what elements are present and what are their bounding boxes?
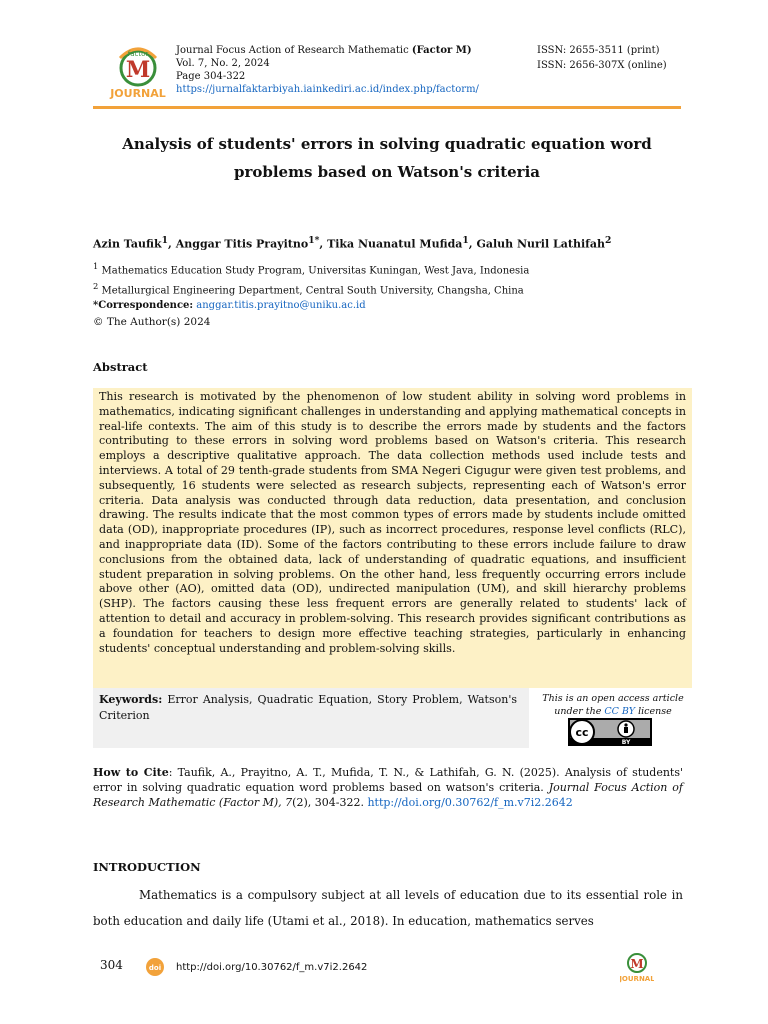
affiliations: [93, 259, 529, 313]
footer-journal-logo: [620, 950, 654, 984]
journal-logo: [106, 44, 170, 100]
svg-text:factor: factor: [127, 50, 149, 58]
correspondence-label: *Correspondence:: [93, 299, 194, 311]
journal-name: Journal Focus Action of Research Mathematic: [176, 45, 409, 56]
author-3-sup: 1: [462, 235, 469, 246]
keywords-list: Error Analysis, Quadratic Equation, Story Problem, Watson's Criterion: [99, 693, 517, 722]
author-3: Tika Nuanatul Mufida: [327, 237, 463, 251]
abstract-text: This research is motivated by the phenomenon of low student ability in solving word problems in mathematics, indicating significant challenges in understanding and applying mathematical concepts in real-life contexts. The aim of this study is to describe the errors made by students and the factors contributing to these errors in solving word problems based on Watson's criteria. This research employs a descriptive qualitative approach. The data collection methods used include tests and interviews. A total of 29 tenth-grade students from SMA Negeri Cigugur were given test problems, and subsequently, 16 students were selected as research subjects, representing each of Watson's error criteria. Data analysis was conducted through data reduction, data presentation, and conclusion drawing. The results indicate that the most common types of errors made by students include omitted data (OD), inappropriate procedures (IP), such as incorrect procedures, response level conflicts (RLC), and inappropriate data (ID). Some of the factors contributing to these errors include failure to draw conclusions from the obtained data, lack of understanding of quadratic equations, and insufficient student preparation in solving problems. On the other hand, less frequently occurring errors include above other (AO), omitted data (OD), undirected manipulation (UM), and skill hierarchy problems (SHP). The factors causing these less frequent errors are generally related to students' lack of attention to detail and accuracy in problem-solving. This research provides significant contributions as a foundation for teachers to design more effective teaching strategies, particularly in enhancing students' conceptual understanding and problem-solving skills.: [99, 390, 686, 655]
article-title: [93, 130, 681, 186]
cc-by-link[interactable]: CC BY: [604, 706, 636, 717]
issn-print: ISSN: 2655-3511 (print): [537, 45, 660, 56]
footer-doi-link[interactable]: http://doi.org/10.30762/f_m.v7i2.2642: [176, 962, 368, 973]
copyright-notice: © The Author(s) 2024: [93, 316, 211, 328]
author-2-sup: 1*: [308, 235, 320, 246]
journal-abbrev: (Factor M): [411, 45, 472, 56]
open-access-line-1: This is an open access article: [542, 693, 684, 704]
author-1: Azin Taufik: [93, 237, 162, 251]
svg-text:M: M: [125, 57, 151, 83]
cite-doi-link[interactable]: http://doi.org/0.30762/f_m.v7i2.2642: [367, 796, 573, 809]
issn-info: [537, 44, 667, 73]
svg-text:JOURNAL: JOURNAL: [620, 975, 654, 983]
svg-text:BY: BY: [621, 739, 631, 746]
volume-info: Vol. 7, No. 2, 2024: [176, 58, 270, 69]
author-4-sup: 2: [604, 235, 612, 246]
open-access-notice: [535, 692, 691, 718]
svg-text:cc: cc: [575, 726, 589, 739]
author-1-sup: 1: [161, 235, 169, 246]
affiliation-1: Mathematics Education Study Program, Universitas Kuningan, West Java, Indonesia: [101, 265, 530, 277]
keywords: [99, 692, 517, 724]
page-range: Page 304-322: [176, 71, 246, 82]
open-access-pre: under the: [554, 706, 602, 717]
cite-text: : Taufik, A., Prayitno, A. T., Mufida, T. N., & Lathifah, G. N. (2025). Analysis of students' error in solving quadratic equation word problems based on watson's criteria.: [93, 766, 683, 794]
aff-1-sup: 1: [93, 261, 99, 271]
author-4: Galuh Nuril Lathifah: [476, 237, 605, 251]
keywords-label: Keywords:: [99, 693, 163, 706]
journal-header-info: [176, 44, 479, 96]
header-divider: [93, 106, 681, 109]
affiliation-2: Metallurgical Engineering Department, Central South University, Changsha, China: [101, 285, 524, 297]
page-number: 304: [100, 958, 123, 972]
cite-journal: Journal Focus Action of Research Mathematic (Factor M), 7: [93, 781, 684, 809]
introduction-paragraph: Mathematics is a compulsory subject at all levels of education due to its essential role in both education and daily life (Utami et al., 2018). In education, mathematics serves: [93, 888, 683, 928]
title-line-1: Analysis of students' errors in solving quadratic equation word: [122, 135, 652, 153]
cc-by-badge-icon[interactable]: [568, 718, 652, 746]
cite-label: How to Cite: [93, 766, 169, 779]
svg-text:doi: doi: [148, 964, 162, 972]
author-2: Anggar Titis Prayitno: [175, 237, 309, 251]
author-list: Azin Taufik$^1$, Anggar Titis Prayitno$^{1*}$, Tika Nuanatul Mufida$^1$, Galuh Nuril Lathifah$^2$: [93, 235, 612, 251]
svg-text:JOURNAL: JOURNAL: [110, 87, 166, 100]
aff-2-sup: 2: [93, 280, 99, 291]
open-access-post: license: [638, 706, 672, 717]
abstract-heading: Abstract: [93, 360, 148, 374]
svg-text:M: M: [630, 957, 644, 971]
title-line-2: problems based on Watson's criteria: [233, 163, 541, 181]
doi-icon: [146, 958, 164, 976]
journal-url-link[interactable]: https://jurnalfaktarbiyah.iainkediri.ac.id/index.php/factorm/: [176, 84, 479, 95]
cite-rest: (2), 304-322.: [292, 796, 368, 809]
introduction-heading: INTRODUCTION: [93, 860, 201, 874]
how-to-cite: [93, 765, 683, 810]
correspondence-email-link[interactable]: anggar.titis.prayitno@uniku.ac.id: [196, 299, 366, 311]
issn-online: ISSN: 2656-307X (online): [537, 59, 667, 71]
